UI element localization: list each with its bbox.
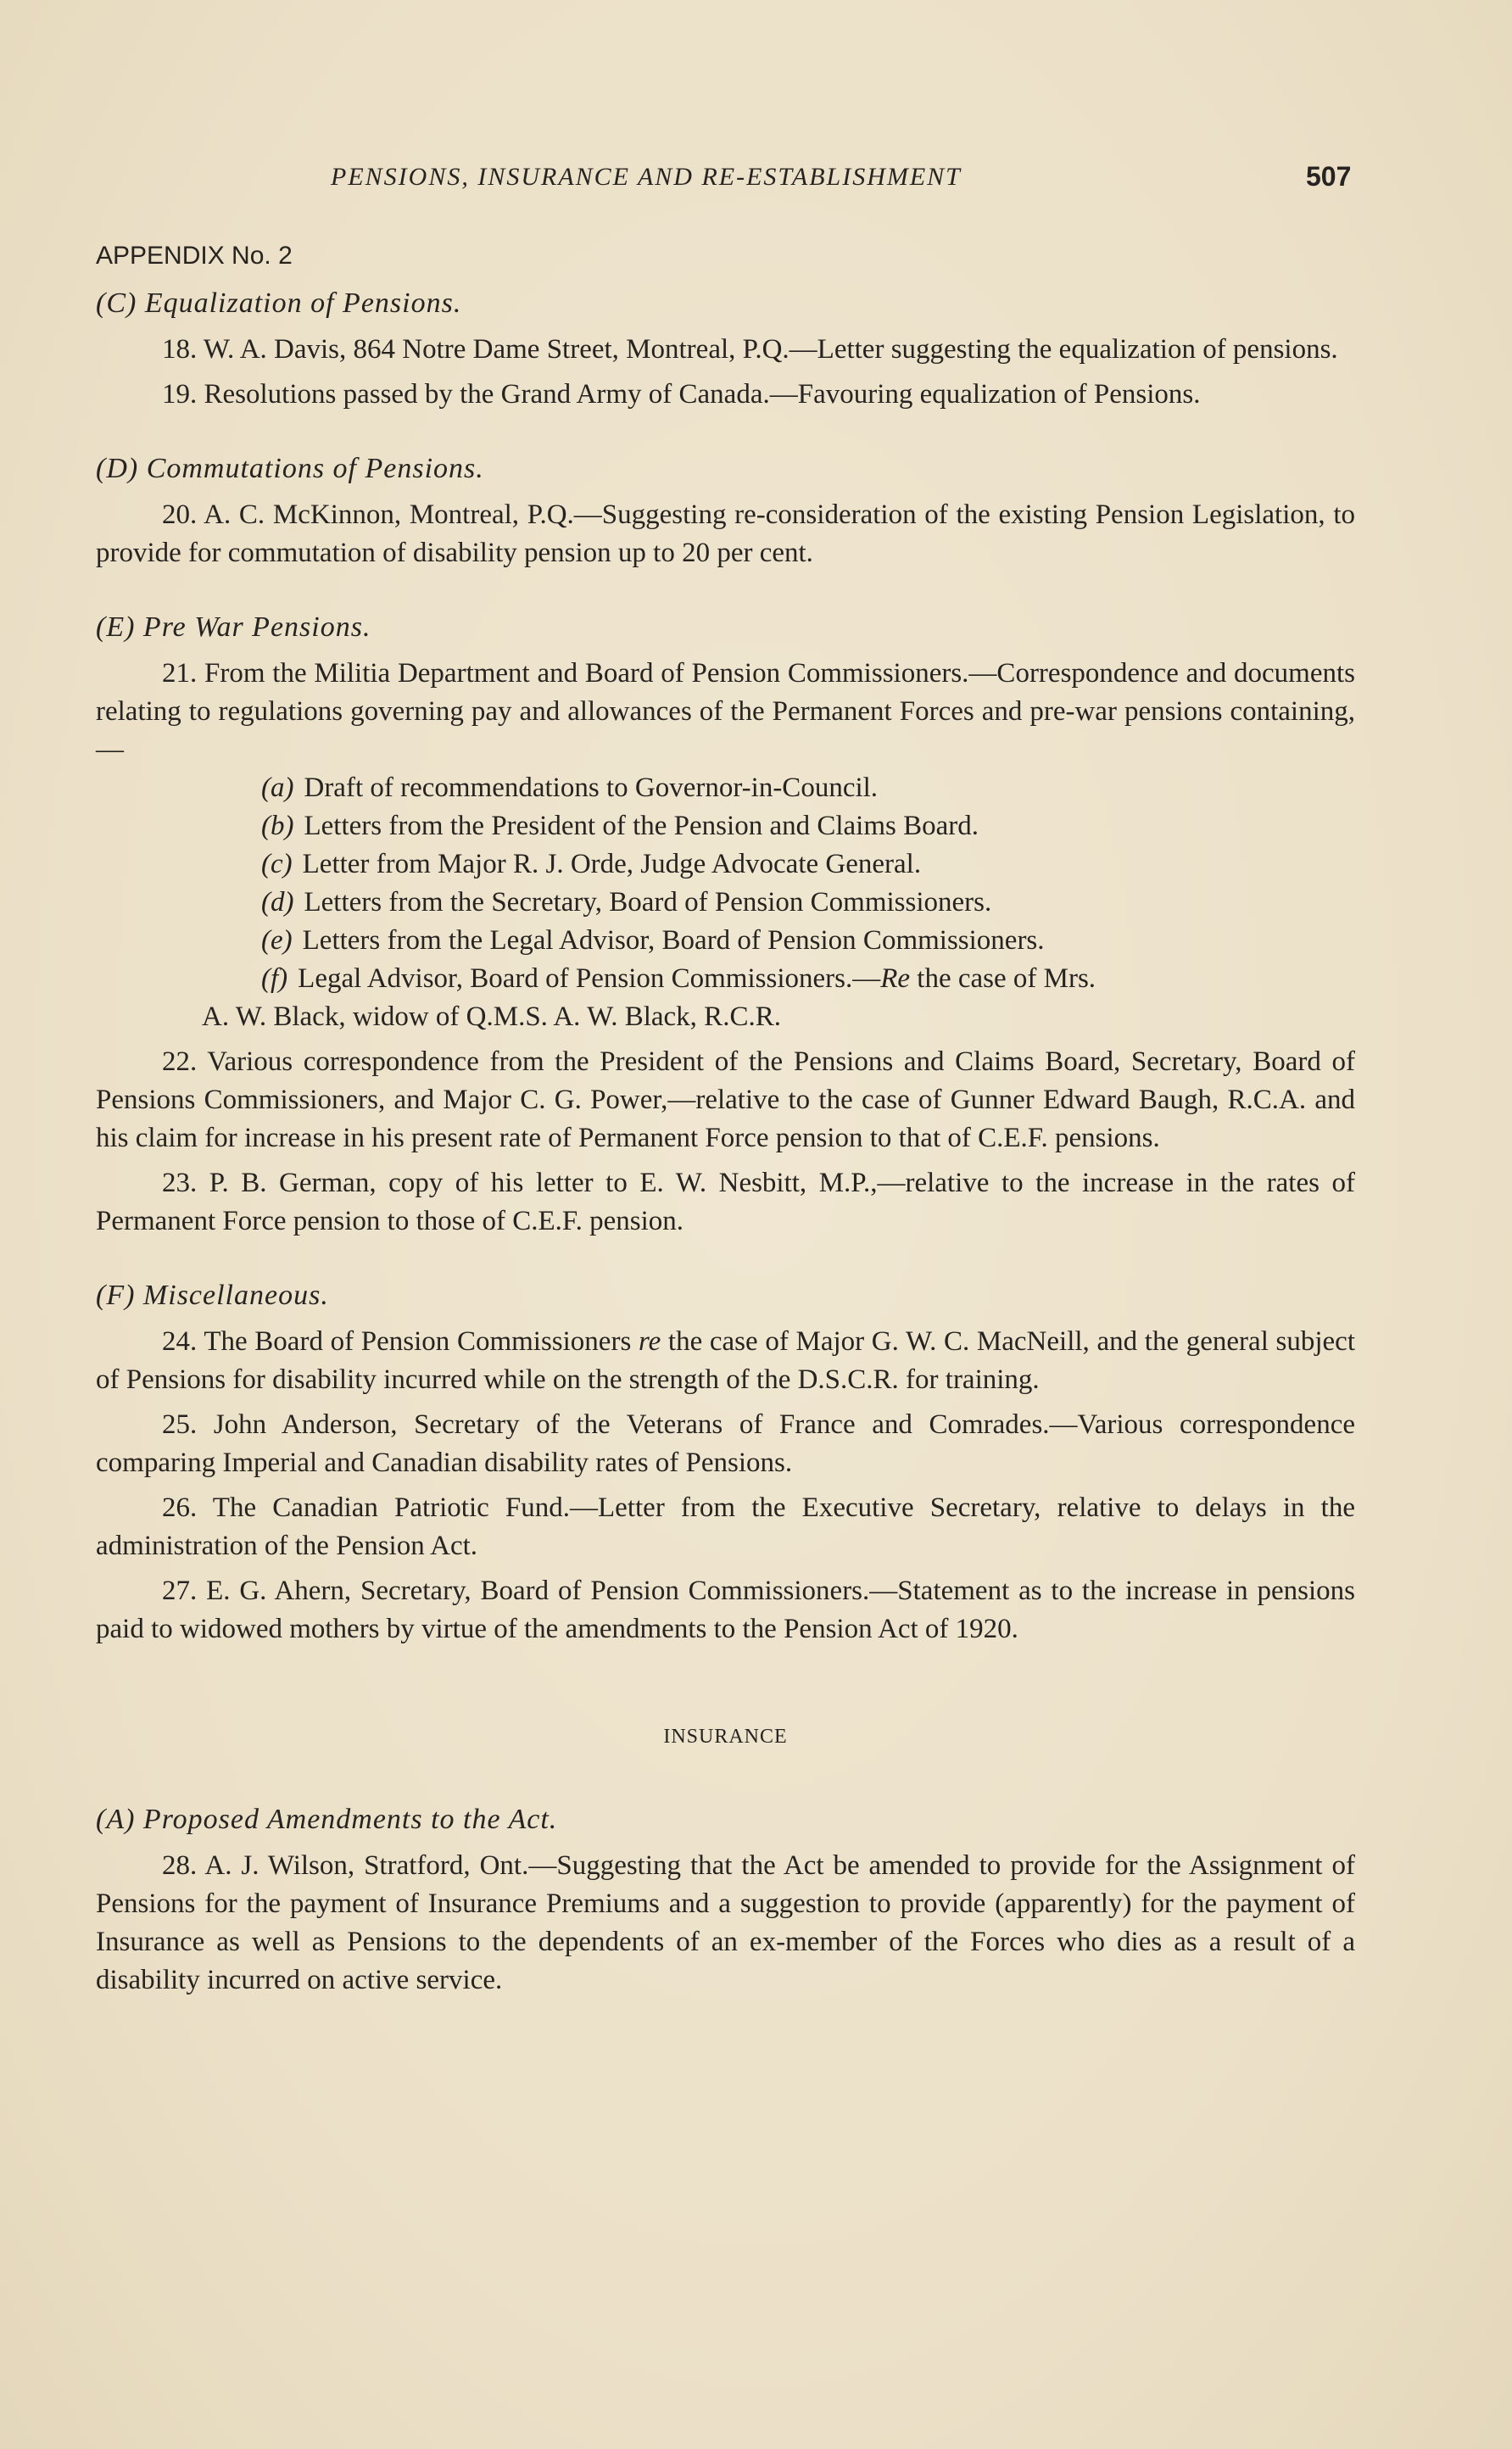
list-item [261, 922, 1355, 960]
entry-18: 18. W. A. Davis, 864 Notre Dame Street, Montreal, P.Q.—Letter suggesting the equalization of pensions. [162, 334, 1338, 365]
entry-text-re: re [638, 1326, 661, 1357]
entry-19: 19. Resolutions passed by the Grand Army of Canada.—Favouring equalization of Pensions. [162, 379, 1201, 410]
section-title: Pre War Pensions. [142, 611, 371, 643]
item-label: (a) [261, 773, 294, 803]
section-title: Commutations of Pensions. [146, 453, 484, 484]
item-label: (f) [261, 963, 288, 994]
entry-28: 28. A. J. Wilson, Stratford, Ont.—Suggesting that the Act be amended to provide for the Assignment of Pensions for the payment of Insurance Premiums and a suggestion to provide (apparently) for the payment of Insurance as well as Pensions to the dependents of an ex-member of the Forces who dies as a result of a disability incurred on active service. [96, 1850, 1355, 1995]
section-label: (F) [96, 1280, 136, 1311]
item-text: Draft of recommendations to Governor-in-Council. [304, 773, 879, 803]
appendix-label: APPENDIX No. 2 [96, 242, 293, 270]
item-label: (d) [261, 887, 294, 918]
list-item [261, 807, 1355, 845]
entry-27: 27. E. G. Ahern, Secretary, Board of Pension Commissioners.—Statement as to the increase in pensions paid to widowed mothers by virtue of the amendments to the Pension Act of 1920. [96, 1576, 1355, 1644]
list-item [261, 845, 1355, 884]
document-body [96, 284, 1355, 2000]
list-item [261, 960, 1355, 998]
item-label: (b) [261, 811, 294, 841]
section-heading-f [96, 1276, 1355, 1314]
entry-25: 25. John Anderson, Secretary of the Veterans of France and Comrades.—Various correspondence comparing Imperial and Canadian disability rates of Pensions. [96, 1409, 1355, 1478]
entry-text: 24. The Board of Pension Commissioners [162, 1326, 639, 1357]
section-label: (E) [96, 611, 136, 643]
item-text-re: Re [880, 963, 911, 994]
section-heading-e [96, 608, 1355, 646]
page-number: 507 [1306, 161, 1352, 192]
entry-21: 21. From the Militia Department and Board of Pension Commissioners.—Correspondence and documents relating to regulations governing pay and allowances of the Permanent Forces and pre-war pensions containing,— [96, 658, 1355, 765]
entry-22: 22. Various correspondence from the President of the Pensions and Claims Board, Secretary, Board of Pensions Commissioners, and Major C. G. Power,—relative to the case of Gunner Edward Baugh, R.C.A. and his claim for increase in his present rate of Permanent Force pension to that of C.E.F. pensions. [96, 1046, 1355, 1153]
section-heading-c [96, 284, 1355, 322]
item-text: Legal Advisor, Board of Pension Commissioners.— [298, 963, 881, 994]
item-text: Letters from the Legal Advisor, Board of Pension Commissioners. [302, 925, 1045, 956]
list-item-continuation: A. W. Black, widow of Q.M.S. A. W. Black, R.C.R. [202, 1001, 781, 1032]
item-text: Letter from Major R. J. Orde, Judge Advocate General. [302, 849, 922, 879]
section-heading-insurance-a [96, 1800, 1355, 1838]
item-label: (c) [261, 849, 293, 879]
entry-23: 23. P. B. German, copy of his letter to E. W. Nesbitt, M.P.,—relative to the increase in the rates of Permanent Force pension to those of C.E.F. pension. [96, 1168, 1355, 1236]
list-item [261, 769, 1355, 807]
running-title: PENSIONS, INSURANCE AND RE-ESTABLISHMENT [331, 163, 962, 191]
entry-20: 20. A. C. McKinnon, Montreal, P.Q.—Suggesting re-consideration of the existing Pension Legislation, to provide for commutation of disability pension up to 20 per cent. [96, 499, 1355, 568]
item-text: Letters from the Secretary, Board of Pension Commissioners. [304, 887, 992, 918]
insurance-heading: INSURANCE [663, 1726, 788, 1748]
section-title: Proposed Amendments to the Act. [142, 1804, 558, 1835]
section-label: (A) [96, 1804, 136, 1835]
section-title: Miscellaneous. [142, 1280, 329, 1311]
item-text: Letters from the President of the Pension and Claims Board. [304, 811, 979, 841]
section-label: (C) [96, 287, 137, 319]
entry-text: the case of Major G. W. C. MacNeill, and the general subject of Pensions for disability incurred while on the strength of the D.S.C.R. for training. [96, 1326, 1355, 1395]
section-heading-d [96, 449, 1355, 488]
section-label: (D) [96, 453, 139, 484]
entry-26: 26. The Canadian Patriotic Fund.—Letter from the Executive Secretary, relative to delays in the administration of the Pension Act. [96, 1492, 1355, 1561]
item-text: the case of Mrs. [910, 963, 1096, 994]
entry-24 [96, 1323, 1355, 1399]
item-label: (e) [261, 925, 293, 956]
section-title: Equalization of Pensions. [144, 287, 462, 319]
list-item [261, 884, 1355, 922]
